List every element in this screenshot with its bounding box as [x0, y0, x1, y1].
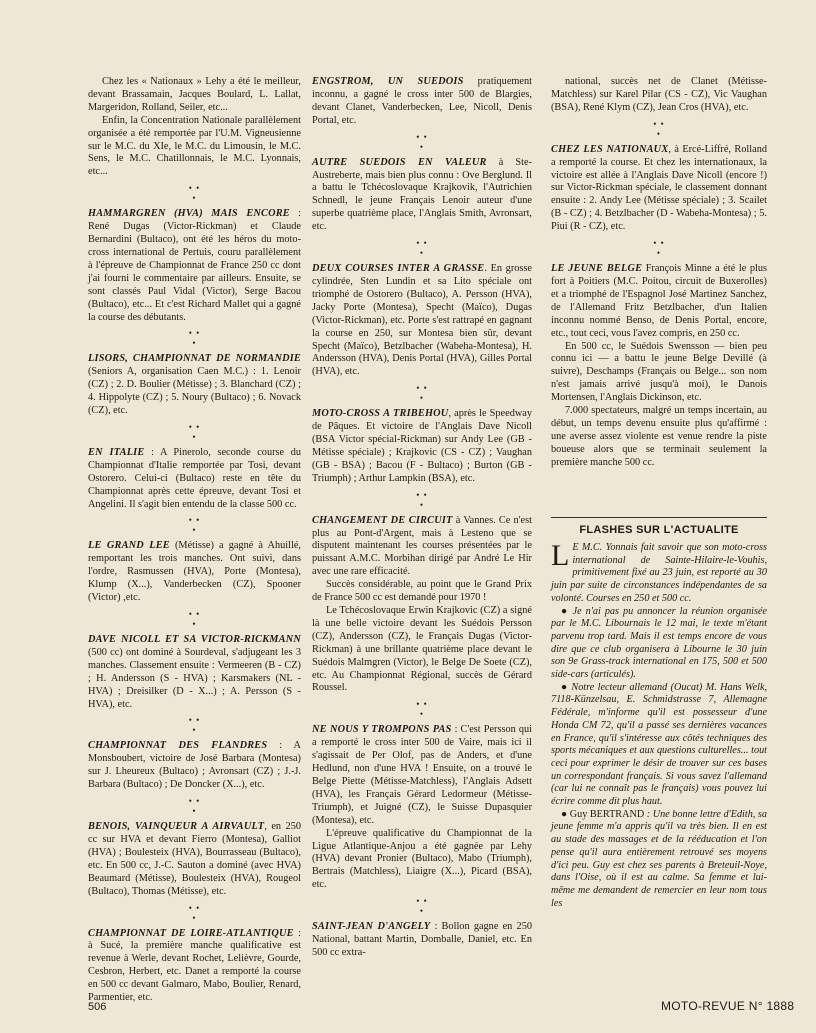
article-paragraph: [88, 115, 301, 180]
flash-item: [551, 809, 767, 911]
article-text: , à Ercé-Liffré, Rolland a remporté la course. Et chez les internationaux, la victoire est allée à l'Anglais Dave Nicoll (encore !) sur Victor-Rickman spéciale, le classement donnant ensuite : 2. Andy Lee (Métisse spéciale) ; 3. Scailet (B - CZ) ; 4. Betzlbacher (D - Wabeha-Montesa) ; 5. Piui (R - CZ), etc.: [551, 143, 768, 233]
article-paragraph: [312, 724, 532, 827]
article-paragraph: [312, 157, 532, 234]
article-paragraph: [88, 447, 301, 512]
article-text: Chez les « Nationaux » Lehy a été le meilleur, devant Brassamain, Jacques Boulard, L. Lallat, Margeridon, Rolland, Seiler, etc...: [88, 76, 301, 113]
article-heading: LE JEUNE BELGE: [551, 263, 643, 275]
column-2: [312, 76, 532, 960]
article-paragraph: [551, 341, 767, 406]
flashes-section: [551, 517, 767, 910]
article-paragraph: [88, 540, 301, 605]
article-heading: CHANGEMENT DE CIRCUIT: [312, 514, 453, 526]
separator-dots: • • •: [653, 238, 665, 259]
bullet-icon: ●: [561, 681, 569, 693]
article-paragraph: [312, 408, 532, 485]
article-paragraph: [312, 605, 532, 695]
article-heading: AUTRE SUEDOIS EN VALEUR: [312, 156, 487, 168]
magazine-issue: MOTO-REVUE N° 1888: [661, 999, 795, 1013]
separator-dots: • • •: [188, 183, 201, 204]
article-heading: CHAMPIONNAT DES FLANDRES: [88, 740, 268, 752]
separator-dots: • • •: [416, 896, 428, 917]
article-text: : C'est Persson qui a remporté le cross inter 500 de Vaire, mais ici il s'agissait de Per Olof, pas de Anders, et d'une Hedlund, non d'une HVA ! Ensuite, on a trouvé le Belge Piette (Métisse-Matchless), l'Anglais Adsett (HVA), les Français Gérard Ledormeur (Métisse-Triumph), et Juigné (CZ), le Suisse Dupasquier (Montesa), etc.: [312, 724, 532, 826]
article-text: L'épreuve qualificative du Championnat de la Ligue Atlantique-Anjou a été gagnée par Lehy (HVA) devant Pronier (Bultaco), Mabo (Triumph), Bertrais (Matchless), Liaigre (X...), Picard (BSA), etc.: [312, 827, 532, 891]
article-text: : Bollon gagne en 250 National, battant Martin, Domballe, Daniel, etc. En 500 cc extra-: [312, 921, 532, 958]
article-text: pratiquement inconnu, a gagné le cross inter 500 de Blargies, devant Clanet, Vanderbecken, Lee, Nicoll, Denis Portal, etc.: [312, 76, 532, 126]
article-text: . En grosse cylindrée, Sten Lundin et sa Lito spéciale ont triomphé de Ostorero (Bultaco), A. Persson (HVA), Jacky Porte (Montesa), Specht (Maïco), Dugas (Victor-Rickman), etc. Porte s'est rattrapé en gagnant la course en 250, sur Montesa bien sûr, devant Specht (Maïco), Betzlbacher (Wabeha-Montesa), H. Andersson (HVA), Denis Portal (HVA), Gilles Portal (HVA), etc.: [312, 263, 532, 378]
article-paragraph: [312, 76, 532, 128]
flash-item-text: : Une bonne lettre d'Edith, sa jeune femme m'a appris qu'il va très bien. Il en est au stade des massages et de la rééducation et l'on pense qu'il aura entièrement retrouvé ses moyens d'ici peu. Guy est chez ses parents à Breteuil-Noye, dans l'Oise, où il est au calme. Sa femme et lui-même me demandent de remercier en leur nom tous les: [551, 808, 767, 909]
column-1: [88, 76, 301, 1005]
article-paragraph: [312, 263, 532, 379]
article-text: (500 cc) ont dominé à Sourdeval, s'adjugeant les 3 manches. Classement ensuite : Vermeeren (B - CZ) ; H. Andersson (S - HVA) ; Karsmakers (NL - HVA) ; Dreisilker (D - X...) ; A. Persson (S - HVA), etc.: [88, 646, 301, 710]
article-text: à Vannes. Ce n'est plus au Pont-d'Argent, mais à Lesteno que se disputent maintenant les courses présentées par le puissant A.M.C. Morbihan dirigé par André Le Hir avec une rare efficacité.: [312, 514, 532, 578]
separator-dots: • • •: [188, 715, 201, 736]
article-text: : à Sucé, la première manche qualificative est revenue à Werle, devant Rochet, Lelièvre, Gourde, Cesbron, Herbert, etc. Danet a remporté la course en 500 cc devant Galmaro, Mabo, Boulier, Renard, Parmentier, etc.: [88, 927, 302, 1004]
article-text: (Seniors A, organisation Caen M.C.) : 1. Lenoir (CZ) ; 2. D. Boulier (Métisse) ; 3. Blanchard (CZ) ; 4. Hippolyte (CZ) ; 5. Noury (Bultaco) ; 6. Novack (CZ), etc.: [88, 366, 301, 417]
article-text: Enfin, la Concentration Nationale parallèlement organisée a été remportée par l'U.M. Vigneusienne sur le M.C. du XIe, le M.C. du Limousin, le M.C. Sens, le M.C. Chatillonnais, le M.C. Lyonnais, etc...: [88, 114, 301, 178]
separator-dots: • • •: [416, 489, 428, 510]
separator-dots: • • •: [416, 131, 428, 152]
article-text: : A Pinerolo, seconde course du Championnat d'Italie remportée par Tosi, devant Ostorero. Celui-ci (Bultaco) reste en tête du Championnat après cette épreuve, devant Tosi et Angelini. Il s'agit bien entendu de la classe 500 cc.: [88, 446, 301, 510]
separator-dots: • • •: [188, 609, 201, 629]
article-text: , après le Speedway de Pâques. Et victoire de l'Anglais Dave Nicoll (BSA Victor spécial-Rickman) sur Andy Lee (GB - Métisse spéciale) ; Krajkovic (CS - CZ) ; Vaughan (GB - BSA) ; Bacou (F - Bultaco) ; Burton (GB - Triumph) ; Arthur Lampkin (BSA), etc.: [312, 408, 532, 484]
article-text: à Ste-Austreberte, mais bien plus connu : Ove Berglund. Il a battu le Tchécoslovaque Krajkovik, l'Autrichien Schnedl, le jeune Français Lenoir auteur d'une superbe quatrième place, l'Anglais Smith, Avronsart, etc.: [312, 156, 532, 233]
bullet-icon: ●: [561, 808, 568, 820]
article-paragraph: [551, 144, 767, 234]
flashes-body: [551, 539, 768, 910]
article-heading: MOTO-CROSS A TRIBEHOU: [312, 408, 449, 420]
separator-dots: • • •: [653, 118, 665, 139]
article-heading: EN ITALIE: [88, 446, 145, 458]
article-heading: LE GRAND LEE: [88, 540, 170, 552]
article-paragraph: [312, 828, 532, 893]
flashes-title: FLASHES SUR L'ACTUALITE: [579, 524, 739, 536]
column-3: [551, 76, 767, 470]
article-text: (Métisse) a gagné à Ahuillé, remportant les trois manches. Ont suivi, dans l'ordre, Rasmussen (HVA), Porte (Montesa), Klump (X...), Vanderbecken (CZ), Spooner (Victor) ,etc.: [88, 540, 301, 604]
article-text: national, succès net de Clanet (Métisse-Matchless) sur Karel Pilar (CS - CZ), Vic Vaughan (BSA), René Klym (CZ), Jean Cros (HVA), etc.: [551, 76, 767, 113]
article-heading: SAINT-JEAN D'ANGELY: [312, 921, 431, 933]
bullet-icon: ●: [561, 605, 569, 617]
article-paragraph: [551, 76, 767, 115]
article-paragraph: [88, 821, 301, 898]
flashes-items: [551, 606, 767, 911]
article-paragraph: [88, 928, 301, 1005]
flash-item-lead: Guy BERTRAND: [569, 808, 645, 820]
article-heading: LISORS, CHAMPIONNAT DE NORMANDIE: [88, 353, 301, 365]
separator-dots: • • •: [188, 328, 201, 349]
separator-dots: • • •: [188, 796, 201, 817]
flashes-first-text: E M.C. Yonnais fait savoir que son moto-cross international de Sainte-Hilaire-le-Vouhis, primitivement fixé au 23 juin, est reporté au 30 juin par suite de circonstances indépendantes de sa volonté. Courses en 250 et 500 cc.: [551, 542, 767, 604]
flash-item-text: Je n'ai pas pu annoncer la réunion organisée par le M.C. Libournais le 12 mai, le texte m'étant parvenu trop tard. Mais il est temps encore de vous dire que ce club organisera à Libourne le 30 juin son 9e Grass-track international en 175, 500 et 500 side-cars (articulés).: [551, 605, 768, 681]
article-paragraph: [312, 921, 532, 960]
article-paragraph: [312, 515, 532, 580]
article-text: François Minne a été le plus fort à Poitiers (M.C. Poitou, circuit de Buxerolles) et a triomphé de l'Espagnol José Martinez Sanchez, de l'Allemand Fritz Betzlbacher, d'un Italien inconnu nommé Benso, de Denis Portal, encore, etc., tout ceci, vous l'avez compris, en 250 cc.: [551, 263, 767, 339]
separator-dots: • • •: [188, 421, 201, 442]
article-heading: ENGSTROM, UN SUEDOIS: [312, 76, 464, 87]
article-paragraph: [551, 405, 767, 470]
article-paragraph: [551, 263, 767, 340]
article-text: Succès considérable, au point que le Grand Prix de France 500 cc est demandé pour 1970 !: [312, 579, 532, 604]
article-text: : A Monsboubert, victoire de José Barbara (Montesa) sur J. Lheureux (Bultaco) ; Avronsart (CZ) ; J.-J. Barbara (Bultaco) ; De Doncker (X...), etc.: [88, 740, 301, 791]
separator-dots: • • •: [416, 699, 428, 720]
flash-item: [551, 606, 767, 682]
article-heading: NE NOUS Y TROMPONS PAS: [312, 724, 452, 736]
drop-cap: L: [551, 539, 570, 572]
article-paragraph: [88, 76, 301, 115]
article-paragraph: [312, 579, 532, 605]
article-text: En 500 cc, le Suédois Swensson — bien peu connu ici — a battu le jeune Belge Devillé (à suivre), Deschamps (Français ou Belge... son nom n'est jamais arrivé jusqu'à moi), le Danois Mortensen, l'Anglais Dickinson, etc.: [551, 340, 767, 404]
article-heading: DAVE NICOLL ET SA VICTOR-RICKMANN: [88, 634, 301, 645]
article-heading: HAMMARGREN (HVA) MAIS ENCORE: [88, 208, 290, 220]
article-paragraph: [88, 353, 301, 418]
article-text: , en 250 cc sur HVA et devant Fierro (Montesa), Galliot (HVA) ; Boulesteix (HVA), Bourrasseau (Bultaco), etc. En 500 cc, J.-C. Sauton a dominé (avec HVA) Beaumard (Métisse), Boulesteix (HVA), Rougeol (Bultaco), Thomas (Métisse), etc.: [88, 821, 302, 897]
separator-dots: • • •: [416, 238, 428, 259]
article-heading: CHAMPIONNAT DE LOIRE-ATLANTIQUE: [88, 927, 294, 939]
article-text: Le Tchécoslovaque Erwin Krajkovic (CZ) a signé là une belle victoire devant les Suédois Persson (CZ), Andersson (CZ), le Français Dugas (Victor-Rickman) à une brillante quatrième place devant le Suédois Malmgren (Victor), le Belge De Soete (CZ), etc. Au Championnat Régional, succès de Gérard Roussel.: [312, 605, 532, 694]
separator-dots: • • •: [416, 383, 428, 404]
article-paragraph: [88, 740, 301, 792]
flash-item: [551, 682, 767, 809]
article-text: 7.000 spectateurs, malgré un temps incertain, au début, un temps devenu ensuite plus qu'affirmé : une averse assez violente est venue rendre la piste boueuse alors que se terminait seulement la première manche 500 cc.: [551, 405, 767, 468]
article-heading: CHEZ LES NATIONAUX: [551, 143, 669, 155]
article-heading: DEUX COURSES INTER A GRASSE: [312, 263, 485, 275]
flashes-first-paragraph: [551, 539, 767, 606]
separator-dots: • • •: [188, 515, 201, 536]
page-number: 506: [88, 1001, 107, 1013]
separator-dots: • • •: [188, 902, 201, 923]
article-text: : René Dugas (Victor-Rickman) et Claude Bernardini (Bultaco), ont été les héros du moto-cross international de Pertuis, couru parallèlement à l'épreuve de Championnat de France 250 cc dont j'ai fourni le commentaire par ailleurs. Ensuite, se sont classés Paul Vidal (Victor), Serge Bacou (Bultaco), etc... Et c'est Richard Mallet qui a gagné la course des débutants.: [88, 208, 302, 323]
flash-item-text: Notre lecteur allemand (Oucat) M. Hans Welk, 7118-Künzelsau, E. Schmidstrasse 7, Allemagne Fédérale, m'informe qu'il est possesseur d'une Honda CM 72, qu'il a passé ses dernières vacances en France, qu'il s'intéresse aux côtés techniques des sports mécaniques et aux questions culturelles... tout ceci pour exprimer le désir de trouver sur ces bases un correspondant français. Si vous savez l'allemand (car lui ne connaît pas le français) vous pouvez lui écrire comme dit plus haut.: [551, 681, 768, 808]
article-paragraph: [88, 634, 301, 711]
article-heading: BENOIS, VAINQUEUR A AIRVAULT: [88, 821, 265, 833]
article-paragraph: [88, 208, 301, 324]
